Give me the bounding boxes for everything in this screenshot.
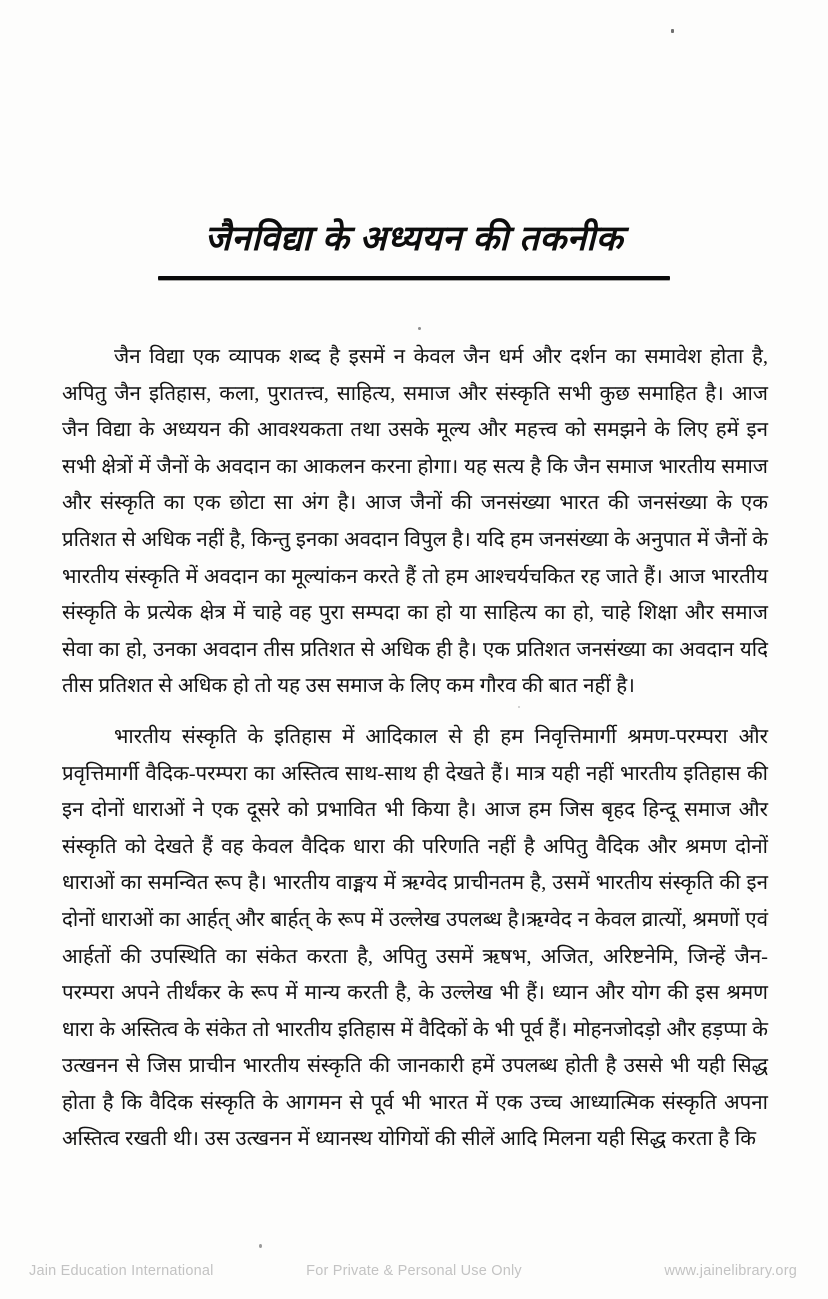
title-block (0, 219, 828, 280)
footer-website-link[interactable]: www.jainelibrary.org (664, 1263, 797, 1279)
footer-publisher-label: Jain Education International (29, 1263, 214, 1279)
paragraph-1: जैन विद्या एक व्यापक शब्द है इसमें न केवल जैन धर्म और दर्शन का समावेश होता है, अपितु जैन इतिहास, कला, पुरातत्त्व, साहित्य, समाज और संस्कृति सभी कुछ समाहित है। आज जैन विद्या के अध्ययन की आवश्यकता तथा उसके मूल्य और महत्त्व को समझने के लिए हमें इन सभी क्षेत्रों में जैनों के अवदान का आकलन करना होगा। यह सत्य है कि जैन समाज भारतीय समाज और संस्कृति का एक छोटा सा अंग है। आज जैनों की जनसंख्या भारत की जनसंख्या के एक प्रतिशत से अधिक नहीं है, किन्तु इनका अवदान विपुल है। यदि हम जनसंख्या के अनुपात में जैनों के भारतीय संस्कृति में अवदान का मूल्यांकन करते हैं तो हम आश्चर्यचकित रह जाते हैं। आज भारतीय संस्कृति के प्रत्येक क्षेत्र में चाहे वह पुरा सम्पदा का हो या साहित्य का हो, चाहे शिक्षा और समाज सेवा का हो, उनका अवदान तीस प्रतिशत से अधिक ही है। एक प्रतिशत जनसंख्या का अवदान यदि तीस प्रतिशत से अधिक हो तो यह उस समाज के लिए कम गौरव की बात नहीं है। (62, 346, 768, 698)
footer-usage-notice: For Private & Personal Use Only (306, 1263, 522, 1279)
page-footer (0, 1259, 828, 1283)
scan-speck (671, 29, 674, 33)
body-text-column (62, 339, 768, 1158)
paragraph-2: भारतीय संस्कृति के इतिहास में आदिकाल से ही हम निवृत्तिमार्गी श्रमण-परम्परा और प्रवृत्तिमार्गी वैदिक-परम्परा का अस्तित्व साथ-साथ ही देखते हैं। मात्र यही नहीं भारतीय इतिहास की इन दोनों धाराओं ने एक दूसरे को प्रभावित भी किया है। आज हम जिस बृहद हिन्दू समाज और संस्कृति को देखते हैं वह केवल वैदिक धारा की परिणति नहीं है अपितु वैदिक और श्रमण दोनों धाराओं का समन्वित रूप है। भारतीय वाङ्मय में ऋग्वेद प्राचीनतम है, उसमें भारतीय संस्कृति की इन दोनों धाराओं का आर्हत् और बार्हत् के रूप में उल्लेख उपलब्ध है।ऋग्वेद न केवल व्रात्यों, श्रमणों एवं आर्हतों की उपस्थिति का संकेत करता है, अपितु उसमें ऋषभ, अजित, अरिष्टनेमि, जिन्हें जैन-परम्परा अपने तीर्थंकर के रूप में मान्य करती है, के उल्लेख भी हैं। ध्यान और योग की इस श्रमण धारा के अस्तित्व के संकेत तो भारतीय इतिहास में वैदिकों के भी पूर्व हैं। मोहनजोदड़ो और हड़प्पा के उत्खनन से जिस प्राचीन भारतीय संस्कृति की जानकारी हमें उपलब्ध होती है उससे भी यही सिद्ध होता है कि वैदिक संस्कृति के आगमन से पूर्व भी भारत में एक उच्च आध्यात्मिक संस्कृति अपना अस्तित्व रखती थी। उस उत्खनन में ध्यानस्थ योगियों की सीलें आदि मिलना यही सिद्ध करता है कि (62, 725, 768, 1151)
scan-speck (418, 327, 421, 330)
title-divider-rule (158, 276, 670, 280)
scan-speck (259, 1244, 262, 1248)
page-title: जैनविद्या के अध्ययन की तकनीक (204, 219, 624, 258)
